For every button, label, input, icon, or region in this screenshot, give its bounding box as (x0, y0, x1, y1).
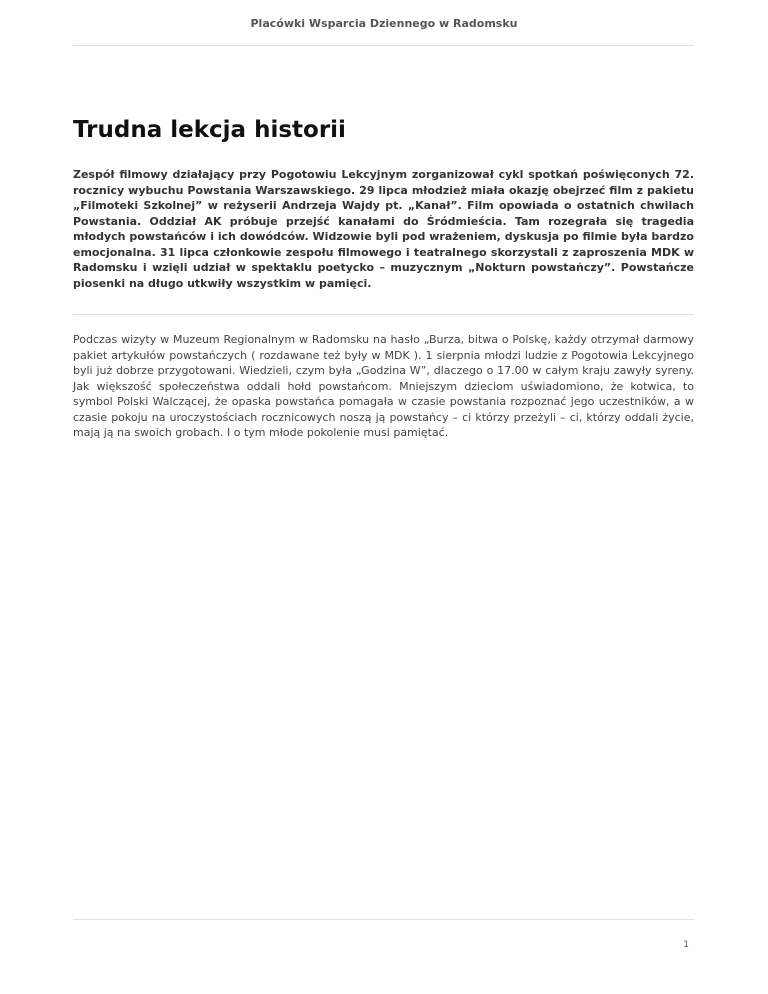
footer-divider (73, 919, 694, 920)
article-body: Podczas wizyty w Muzeum Regionalnym w Radomsku na hasło „Burza, bitwa o Polskę, każdy otrzymał darmowy pakiet artykułów powstańczych ( rozdawane też były w MDK ). 1 sierpnia młodzi ludzie z Pogotowia Lekcyjnego byli już dobrze przygotowani. Wiedzieli, czym była „Godzina W”, dlaczego o 17.00 w całym kraju zawyły syreny. Jak większość społeczeństwa oddali hołd powstańcom. Mniejszym dzieciom uświadomiono, że kotwica, to symbol Polski Walczącej, że opaska powstańca pomagała w czasie powstania rozpoznać jego uczestników, a w czasie pokoju na uroczystościach rocznicowych noszą ją powstańcy – ci którzy przeżyli – ci, którzy oddali życie, mają ją na swoich grobach. I o tym młode pokolenie musi pamiętać. (73, 333, 694, 439)
article-title: Trudna lekcja historii (73, 117, 346, 143)
content-divider (73, 314, 694, 315)
article-lead: Zespół filmowy działający przy Pogotowiu Lekcyjnym zorganizował cykl spotkań poświęconych 72. rocznicy wybuchu Powstania Warszawskiego. 29 lipca młodzież miała okazję obejrzeć film z pakietu „Filmoteki Szkolnej” w reżyserii Andrzeja Wajdy pt. „Kanał”. Film opowiada o ostatnich chwilach Powstania. Oddział AK próbuje przejść kanałami do Śródmieścia. Tam rozegrała się tragedia młodych powstańców i ich dowódców. Widzowie byli pod wrażeniem, dyskusja po filmie była bardzo emocjonalna. 31 lipca członkowie zespołu filmowego i teatralnego skorzystali z zaproszenia MDK w Radomsku i wzięli udział w spektaklu poetycko – muzycznym „Nokturn powstańczy”. Powstańcze piosenki na długo utkwiły wszystkim w pamięci. (73, 168, 694, 290)
header-divider (73, 45, 694, 46)
page-header: Placówki Wsparcia Dziennego w Radomsku (250, 17, 518, 30)
page-number: 1 (683, 940, 689, 950)
